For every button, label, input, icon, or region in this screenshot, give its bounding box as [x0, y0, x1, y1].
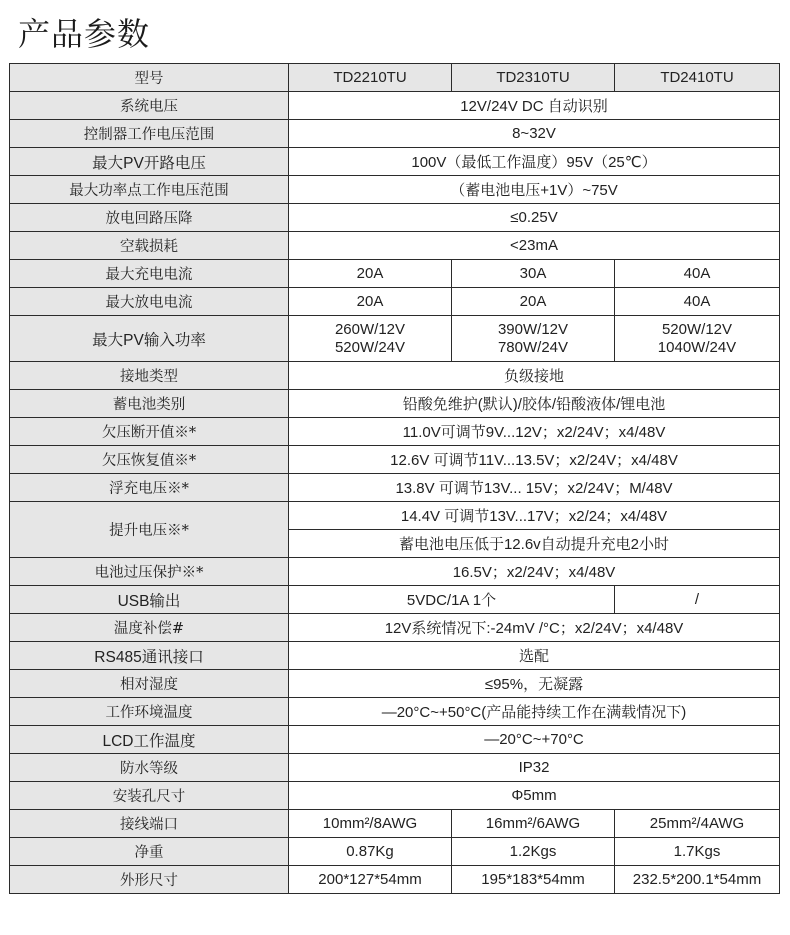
table-row [10, 390, 780, 418]
table-row [10, 782, 780, 810]
row-label: 浮充电压※* [10, 474, 289, 502]
table-row [10, 754, 780, 782]
row-label: 放电回路压降 [10, 204, 289, 232]
row-label: 外形尺寸 [10, 866, 289, 894]
table-row [10, 698, 780, 726]
row-value: 232.5*200.1*54mm [615, 866, 780, 894]
row-label: 最大充电电流 [10, 260, 289, 288]
row-value: 20A [289, 288, 452, 316]
model-1: TD2210TU [289, 64, 452, 92]
table-row [10, 148, 780, 176]
row-label: LCD工作温度 [10, 726, 289, 754]
value-line: 260W/12V [334, 320, 406, 338]
row-value: 0.87Kg [289, 838, 452, 866]
row-value: 12V/24V DC 自动识别 [289, 92, 780, 120]
value-line: 520W/24V [334, 338, 406, 356]
row-label: 电池过压保护※* [10, 558, 289, 586]
row-label: 最大PV开路电压 [10, 148, 289, 176]
row-value: 20A [452, 288, 615, 316]
row-value [615, 316, 780, 362]
row-value [289, 316, 452, 362]
row-value: ≤95%，无凝露 [289, 670, 780, 698]
row-label: 最大功率点工作电压范围 [10, 176, 289, 204]
value-line: 1040W/24V [657, 338, 737, 356]
row-value: 40A [615, 288, 780, 316]
row-value: 16mm²/6AWG [452, 810, 615, 838]
page-title: 产品参数 [18, 15, 151, 53]
row-label: 欠压断开值※* [10, 418, 289, 446]
row-value: 负级接地 [289, 362, 780, 390]
row-value: 5VDC/1A 1个 [289, 586, 615, 614]
row-value: 1.7Kgs [615, 838, 780, 866]
row-value: 14.4V 可调节13V...17V；x2/24；x4/48V [289, 502, 780, 530]
table-row [10, 120, 780, 148]
row-label: 接地类型 [10, 362, 289, 390]
row-value: 8~32V [289, 120, 780, 148]
row-value: （蓄电池电压+1V）~75V [289, 176, 780, 204]
row-value: 12.6V 可调节11V...13.5V；x2/24V；x4/48V [289, 446, 780, 474]
table-row [10, 474, 780, 502]
table-row [10, 642, 780, 670]
row-value: IP32 [289, 754, 780, 782]
row-value: 1.2Kgs [452, 838, 615, 866]
row-label: 蓄电池类别 [10, 390, 289, 418]
table-row [10, 204, 780, 232]
row-value: 195*183*54mm [452, 866, 615, 894]
row-label: 净重 [10, 838, 289, 866]
value-line: 780W/24V [497, 338, 569, 356]
row-label: USB输出 [10, 586, 289, 614]
model-3: TD2410TU [615, 64, 780, 92]
row-label: RS485通讯接口 [10, 642, 289, 670]
row-label: 防水等级 [10, 754, 289, 782]
row-label: 系统电压 [10, 92, 289, 120]
row-value: 蓄电池电压低于12.6v自动提升充电2小时 [289, 530, 780, 558]
row-value: <23mA [289, 232, 780, 260]
table-row [10, 316, 780, 362]
row-value: Φ5mm [289, 782, 780, 810]
row-label: 欠压恢复值※* [10, 446, 289, 474]
row-value: 10mm²/8AWG [289, 810, 452, 838]
table-row [10, 232, 780, 260]
table-row [10, 288, 780, 316]
value-line: 520W/12V [661, 320, 733, 338]
header-label: 型号 [10, 64, 289, 92]
table-row [10, 810, 780, 838]
row-value [452, 316, 615, 362]
row-value: —20°C~+70°C [289, 726, 780, 754]
table-row [10, 670, 780, 698]
spec-table [9, 63, 780, 894]
row-value: 20A [289, 260, 452, 288]
row-value: 13.8V 可调节13V... 15V；x2/24V；M/48V [289, 474, 780, 502]
row-label: 相对湿度 [10, 670, 289, 698]
table-row [10, 176, 780, 204]
value-line: 390W/12V [497, 320, 569, 338]
table-row [10, 92, 780, 120]
table-row [10, 362, 780, 390]
row-label: 空载损耗 [10, 232, 289, 260]
model-2: TD2310TU [452, 64, 615, 92]
table-row [10, 418, 780, 446]
row-value: 铅酸免维护(默认)/胶体/铅酸液体/锂电池 [289, 390, 780, 418]
row-label: 最大放电电流 [10, 288, 289, 316]
row-value: —20°C~+50°C(产品能持续工作在满载情况下) [289, 698, 780, 726]
table-row [10, 726, 780, 754]
table-row [10, 502, 780, 530]
row-value: 200*127*54mm [289, 866, 452, 894]
table-row [10, 586, 780, 614]
table-row [10, 260, 780, 288]
table-row [10, 866, 780, 894]
row-label: 安装孔尺寸 [10, 782, 289, 810]
table-row [10, 838, 780, 866]
row-label: 温度补偿# [10, 614, 289, 642]
row-value: 40A [615, 260, 780, 288]
row-value: 25mm²/4AWG [615, 810, 780, 838]
row-value: 11.0V可调节9V...12V；x2/24V；x4/48V [289, 418, 780, 446]
row-label: 工作环境温度 [10, 698, 289, 726]
row-value: 16.5V；x2/24V；x4/48V [289, 558, 780, 586]
row-label: 提升电压※* [10, 502, 289, 558]
table-row [10, 558, 780, 586]
table-row-header [10, 64, 780, 92]
row-label: 接线端口 [10, 810, 289, 838]
row-value: 选配 [289, 642, 780, 670]
row-label: 最大PV输入功率 [10, 316, 289, 362]
table-row [10, 614, 780, 642]
row-label: 控制器工作电压范围 [10, 120, 289, 148]
row-value: 12V系统情况下:-24mV /°C；x2/24V；x4/48V [289, 614, 780, 642]
row-value: ≤0.25V [289, 204, 780, 232]
row-value: 100V（最低工作温度）95V（25℃） [289, 148, 780, 176]
row-value: 30A [452, 260, 615, 288]
row-value: / [615, 586, 780, 614]
table-row [10, 446, 780, 474]
